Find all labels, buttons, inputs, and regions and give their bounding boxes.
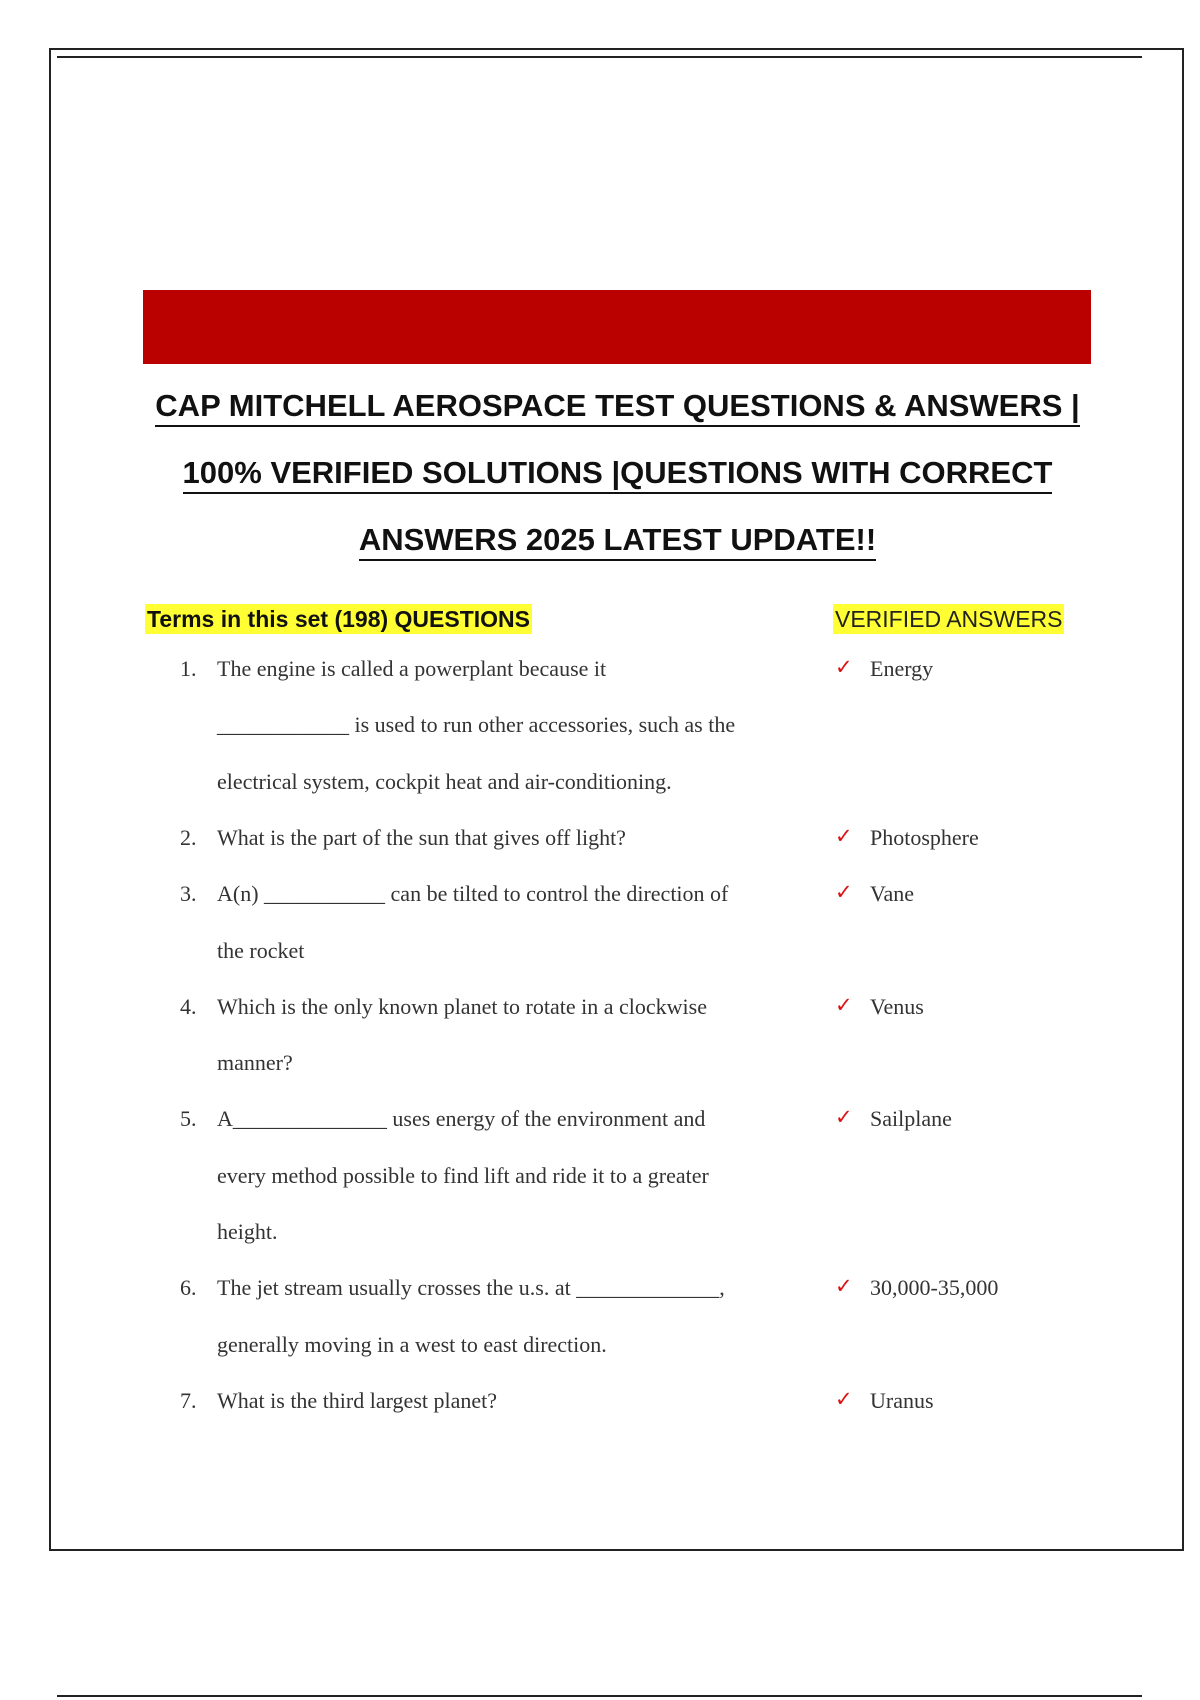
question-text: every method possible to find lift and ride it to a greater	[217, 1162, 709, 1188]
answer-text: Photosphere	[870, 824, 979, 850]
question-text: the rocket	[217, 937, 305, 963]
question-number: 7.	[180, 1387, 197, 1413]
question-text: A______________ uses energy of the environment and	[217, 1106, 706, 1132]
question-number: 1.	[180, 656, 197, 681]
check-icon: ✓	[835, 823, 853, 848]
question-text: The engine is called a powerplant because it	[217, 656, 607, 681]
answer-text: 30,000-35,000	[870, 1275, 999, 1301]
question-text: The jet stream usually crosses the u.s. at _____________,	[217, 1275, 725, 1301]
check-icon: ✓	[835, 992, 853, 1017]
questions-header: Terms in this set (198) QUESTIONS	[147, 606, 531, 632]
check-icon: ✓	[835, 880, 853, 905]
question-text: ____________ is used to run other accessories, such as the	[217, 712, 736, 738]
question-text: height.	[217, 1219, 278, 1244]
document-title	[140, 380, 1095, 581]
question-text: What is the third largest planet?	[217, 1387, 498, 1413]
check-icon: ✓	[835, 1105, 853, 1130]
page-border	[49, 48, 1184, 1551]
answer-text: Sailplane	[870, 1106, 952, 1132]
question-number: 6.	[180, 1275, 197, 1301]
answers-header: VERIFIED ANSWERS	[835, 606, 1063, 632]
title-line: 100% VERIFIED SOLUTIONS |QUESTIONS WITH CORRECT	[140, 447, 1095, 514]
question-number: 5.	[180, 1106, 197, 1132]
red-banner	[143, 290, 1091, 364]
question-text: What is the part of the sun that gives off light?	[217, 824, 626, 850]
check-icon: ✓	[835, 1386, 853, 1411]
bottom-rule	[57, 1695, 1142, 1697]
answer-text: Vane	[870, 881, 914, 907]
check-icon: ✓	[835, 1274, 853, 1299]
title-line: ANSWERS 2025 LATEST UPDATE!!	[140, 514, 1095, 581]
answer-text: Uranus	[870, 1387, 934, 1413]
question-text: A(n) ___________ can be tilted to control the direction of	[217, 881, 729, 907]
question-number: 2.	[180, 824, 197, 850]
question-text: generally moving in a west to east direction.	[217, 1331, 607, 1357]
question-text: electrical system, cockpit heat and air-conditioning.	[217, 768, 672, 794]
question-number: 3.	[180, 881, 197, 907]
answer-text: Venus	[870, 993, 924, 1019]
check-icon: ✓	[835, 655, 853, 679]
question-text: manner?	[217, 1050, 293, 1076]
question-text: Which is the only known planet to rotate in a clockwise	[217, 993, 707, 1019]
question-number: 4.	[180, 993, 197, 1019]
answer-text: Energy	[870, 656, 934, 681]
top-rule	[57, 56, 1142, 58]
title-line: CAP MITCHELL AEROSPACE TEST QUESTIONS & ANSWERS |	[140, 380, 1095, 447]
